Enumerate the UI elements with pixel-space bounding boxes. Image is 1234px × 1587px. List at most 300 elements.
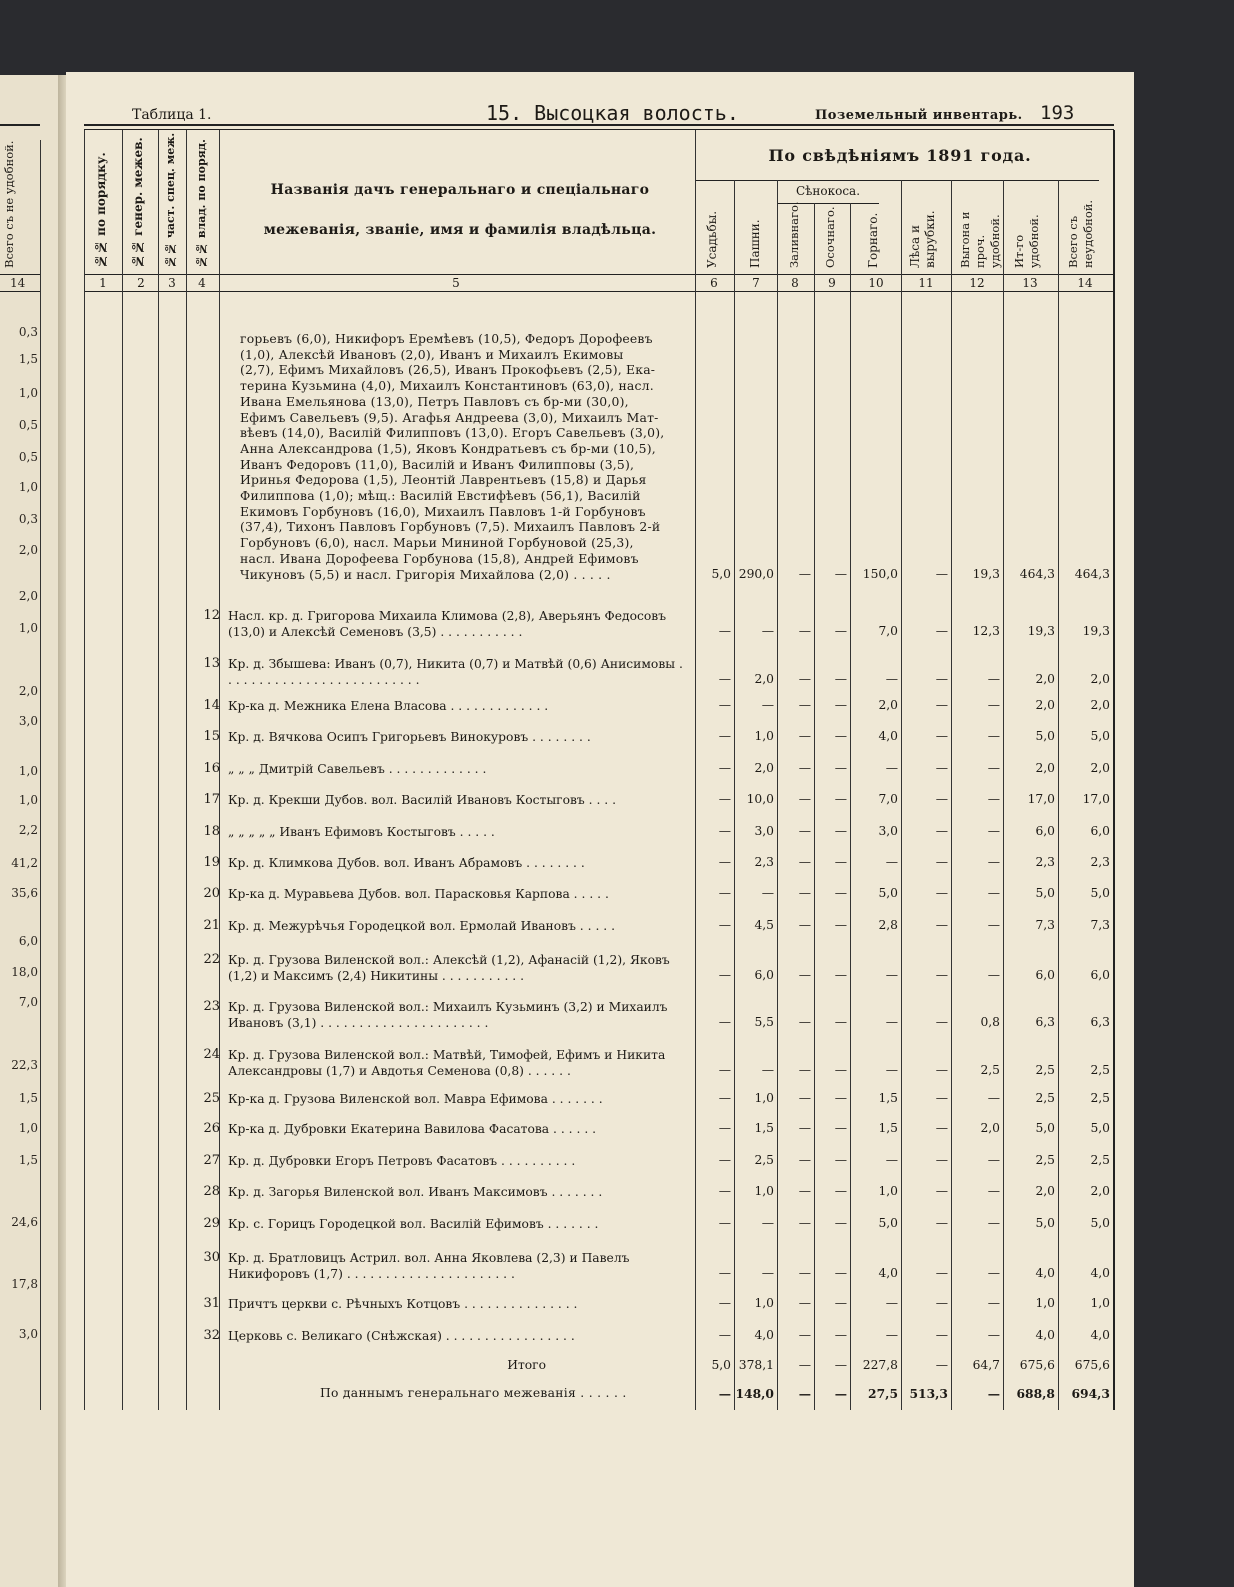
col-header-names: Названія дачъ генеральнаго и спеціальнаго межеванія, званіе, имя и фамилія владѣльца. — [263, 182, 657, 238]
row-value-cell: 17,0 — [1082, 792, 1110, 806]
col-number: 14 — [1077, 276, 1093, 290]
total-value-cell: 64,7 — [972, 1358, 1000, 1372]
row-value-cell: — — [761, 698, 774, 712]
left-page-value: 1,5 — [18, 352, 38, 366]
row-value-cell: 2,0 — [1090, 761, 1110, 775]
continued-value-cell: — — [834, 566, 847, 581]
row-value-cell: — — [834, 761, 847, 775]
left-page-value: 3,0 — [18, 714, 38, 728]
general-survey-label: По даннымъ генеральнаго межеванія . . . . . . — [320, 1386, 627, 1400]
row-value-cell: — — [885, 1015, 898, 1029]
row-value-cell: 2,5 — [1090, 1063, 1110, 1077]
row-value-cell: — — [834, 1328, 847, 1342]
row-owner-name: Кр. д. Дубровки Егоръ Петровъ Фасатовъ . . . . . . . . . . — [228, 1154, 576, 1168]
row-value-cell: — — [987, 1184, 1000, 1198]
paragraph-line: горьевъ (6,0), Никифоръ Еремѣевъ (10,5), Федоръ Дорофеевъ — [240, 331, 653, 346]
row-value-cell: — — [834, 1216, 847, 1230]
volost-title: 15. Высоцкая волость. — [486, 101, 739, 125]
row-owner-name: Кр. д. Климкова Дубов. вол. Иванъ Абрамовъ . . . . . . . . — [228, 856, 585, 870]
row-number: 17 — [203, 792, 220, 807]
row-value-cell: 17,0 — [1027, 792, 1055, 806]
row-value-cell: — — [935, 1121, 948, 1135]
row-value-cell: — — [798, 886, 811, 900]
row-value-cell: 7,0 — [878, 792, 898, 806]
col-header-order: №№ по порядку. — [94, 152, 108, 268]
row-value-cell: 4,0 — [1035, 1328, 1055, 1342]
row-value-cell: — — [718, 1216, 731, 1230]
row-value-cell: — — [935, 855, 948, 869]
row-value-cell: — — [935, 1296, 948, 1310]
left-page-value: 17,8 — [11, 1277, 38, 1291]
row-owner-name: Кр. д. Вячкова Осипъ Григорьевъ Винокуровъ . . . . . . . . — [228, 730, 591, 744]
row-value-cell: — — [935, 698, 948, 712]
col-number: 5 — [452, 276, 460, 290]
row-value-cell: — — [935, 761, 948, 775]
row-value-cell: — — [718, 1328, 731, 1342]
row-value-cell: — — [718, 672, 731, 686]
row-value-cell: — — [798, 968, 811, 982]
row-value-cell: — — [718, 698, 731, 712]
row-value-cell: — — [987, 729, 1000, 743]
page-number: 193 — [1040, 102, 1075, 124]
row-value-cell: 3,0 — [754, 824, 774, 838]
col-number: 6 — [710, 276, 718, 290]
row-value-cell: — — [718, 1296, 731, 1310]
row-number: 20 — [203, 886, 220, 901]
rule-top — [84, 124, 1114, 126]
row-owner-name: Кр. д. Загорья Виленской вол. Иванъ Максимовъ . . . . . . . — [228, 1185, 603, 1199]
left-page-value: 2,0 — [18, 684, 38, 698]
left-page-value: 2,0 — [18, 589, 38, 603]
row-value-cell: — — [987, 824, 1000, 838]
row-value-cell: — — [798, 729, 811, 743]
row-value-cell: — — [718, 918, 731, 932]
row-value-cell: 2,3 — [754, 855, 774, 869]
row-value-cell: 4,0 — [878, 729, 898, 743]
row-value-cell: — — [834, 1121, 847, 1135]
row-number: 21 — [203, 918, 220, 933]
col-header-subtotal — [1012, 188, 1052, 268]
row-value-cell: — — [798, 1121, 811, 1135]
row-value-cell: 5,0 — [878, 1216, 898, 1230]
row-value-cell: — — [834, 1063, 847, 1077]
row-value-cell: — — [987, 918, 1000, 932]
row-value-cell: — — [718, 1015, 731, 1029]
total-value-cell: 675,6 — [1019, 1358, 1055, 1372]
row-value-cell: — — [798, 624, 811, 638]
row-value-cell: 5,5 — [754, 1015, 774, 1029]
col-header-gen-survey: №№ генер. межев. — [131, 137, 145, 268]
row-value-cell: — — [834, 855, 847, 869]
row-value-cell: — — [718, 855, 731, 869]
row-value-cell: — — [935, 729, 948, 743]
col-header-pasture-text: Выгона и проч. удобной. — [958, 211, 1002, 268]
rule-top-2 — [84, 129, 1114, 130]
row-value-cell: 7,3 — [1035, 918, 1055, 932]
row-value-cell: — — [834, 918, 847, 932]
left-page-value: 0,5 — [18, 418, 38, 432]
row-value-cell: — — [798, 1296, 811, 1310]
col-header-sedge-hay: Осочнаго. — [823, 206, 837, 268]
row-value-cell: — — [885, 1328, 898, 1342]
row-value-cell: — — [718, 1266, 731, 1280]
row-value-cell: — — [834, 1153, 847, 1167]
row-value-cell: — — [834, 1091, 847, 1105]
col-number: 11 — [918, 276, 934, 290]
row-value-cell: — — [761, 1063, 774, 1077]
continued-value-cell: 5,0 — [711, 566, 731, 581]
col-header-flood-hay: Заливнаго. — [787, 201, 801, 268]
inventory-title: Поземельный инвентарь. — [815, 108, 1023, 123]
row-value-cell: 6,0 — [1090, 824, 1110, 838]
row-value-cell: 2,0 — [1035, 761, 1055, 775]
row-owner-name: Кр. д. Крекши Дубов. вол. Василій Ивановъ Костыговъ . . . . — [228, 793, 617, 807]
row-value-cell: 1,0 — [878, 1184, 898, 1198]
row-owner-name: Насл. кр. д. Григорова Михаила Климова (2,8), Аверьянъ Федосовъ (13,0) и Алексѣй Семеновъ (3,5) . . . . . . . . . . . — [228, 609, 667, 639]
row-value-cell: 2,0 — [1035, 1184, 1055, 1198]
row-owner-name: Церковь с. Великаго (Снѣжская) . . . . . . . . . . . . . . . . . — [228, 1329, 575, 1343]
col-number: 10 — [868, 276, 884, 290]
row-value-cell: 5,0 — [1090, 886, 1110, 900]
paragraph-line: насл. Ивана Дорофеева Горбунова (15,8), Андрей Ефимовъ — [240, 550, 639, 566]
col-header-spec-survey: №№ част. спец. меж. — [164, 132, 177, 268]
paragraph-line: Ивана Емельянова (13,0), Петръ Павловъ съ бр-ми (30,0), — [240, 393, 629, 409]
row-value-cell: — — [935, 1153, 948, 1167]
col-header-upland-hay: Горнаго. — [866, 212, 880, 268]
row-value-cell: 2,5 — [1035, 1063, 1055, 1077]
row-value-cell: — — [718, 968, 731, 982]
paragraph-line: (37,4), Тихонъ Павловъ Горбуновъ (7,5). Михаилъ Павловъ 2-й — [240, 519, 661, 535]
row-value-cell: — — [834, 1015, 847, 1029]
row-value-cell: 2,5 — [1090, 1153, 1110, 1167]
col-header-group-1891: По свѣдѣніямъ 1891 года. — [768, 146, 1032, 165]
left-page-rule-nums — [0, 274, 40, 275]
row-value-cell: — — [798, 1015, 811, 1029]
col-header-arable: Пашни. — [748, 219, 762, 268]
row-owner-name: Причтъ церкви с. Рѣчныхъ Котцовъ . . . . . . . . . . . . . . . — [228, 1297, 578, 1311]
general-survey-value-cell: 513,3 — [909, 1386, 948, 1401]
row-value-cell: 6,0 — [1090, 968, 1110, 982]
row-value-cell: 6,0 — [1035, 824, 1055, 838]
row-number: 32 — [203, 1328, 220, 1343]
col-header-estate: Усадьбы. — [705, 210, 719, 268]
left-page-value: 2,2 — [18, 823, 38, 837]
row-value-cell: — — [885, 968, 898, 982]
left-page-value: 7,0 — [18, 995, 38, 1009]
left-page-value: 3,0 — [18, 1327, 38, 1341]
row-value-cell: 1,5 — [754, 1121, 774, 1135]
col-number: 3 — [168, 276, 176, 290]
row-value-cell: 6,3 — [1035, 1015, 1055, 1029]
row-value-cell: — — [834, 1296, 847, 1310]
row-value-cell: 5,0 — [1035, 886, 1055, 900]
vline-outer-left — [84, 130, 85, 1410]
row-value-cell: — — [935, 1063, 948, 1077]
continued-value-cell: 150,0 — [862, 566, 898, 581]
general-survey-value-cell: 694,3 — [1071, 1386, 1110, 1401]
continued-value-cell: 19,3 — [972, 566, 1000, 581]
row-value-cell: 2,0 — [754, 672, 774, 686]
row-value-cell: — — [987, 792, 1000, 806]
left-page-value: 41,2 — [11, 856, 38, 870]
col-header-hay: Сѣнокоса. — [795, 184, 861, 198]
row-number: 24 — [203, 1047, 220, 1062]
row-value-cell: — — [935, 886, 948, 900]
col-number: 9 — [828, 276, 836, 290]
continued-value-cell: — — [935, 566, 948, 581]
row-value-cell: — — [987, 1153, 1000, 1167]
row-value-cell: — — [987, 968, 1000, 982]
row-owner-name: Кр. д. Грузова Виленской вол.: Матвѣй, Тимофей, Ефимъ и Никита Александровы (1,7) и Авдотья Семенова (0,8) . . . . . . — [228, 1048, 666, 1078]
row-value-cell: 19,3 — [1027, 624, 1055, 638]
row-value-cell: — — [798, 792, 811, 806]
left-page-value: 1,0 — [18, 793, 38, 807]
row-value-cell: — — [935, 1015, 948, 1029]
row-value-cell: — — [798, 1328, 811, 1342]
row-owner-name: Кр. с. Горицъ Городецкой вол. Василій Ефимовъ . . . . . . . — [228, 1217, 599, 1231]
row-number: 15 — [203, 729, 220, 744]
row-value-cell: 7,0 — [878, 624, 898, 638]
row-value-cell: 1,5 — [878, 1121, 898, 1135]
row-value-cell: — — [718, 624, 731, 638]
col-header-total-text: Всего съ неудобной. — [1066, 199, 1095, 268]
left-page-value: 18,0 — [11, 965, 38, 979]
row-value-cell: 10,0 — [746, 792, 774, 806]
table-label: Таблица 1. — [132, 107, 212, 123]
row-number: 26 — [203, 1121, 220, 1136]
left-page-value: 1,5 — [18, 1091, 38, 1105]
total-value-cell: 378,1 — [738, 1358, 774, 1372]
row-number: 12 — [203, 608, 220, 623]
row-value-cell: 1,0 — [754, 729, 774, 743]
col-number: 1 — [99, 276, 107, 290]
paragraph-line: вѣевъ (14,0), Василій Филипповъ (13,0). Егоръ Савельевъ (3,0), — [240, 425, 665, 441]
row-value-cell: — — [798, 1091, 811, 1105]
row-value-cell: — — [798, 761, 811, 775]
rule-colnums — [84, 274, 1114, 275]
row-owner-name: Кр. д. Збышева: Иванъ (0,7), Никита (0,7) и Матвѣй (0,6) Анисимовы . . . . . . . . . . . . . . . . . . . . . . . . . . — [228, 657, 683, 687]
row-value-cell: — — [987, 886, 1000, 900]
row-value-cell: 6,0 — [754, 968, 774, 982]
row-number: 14 — [203, 698, 220, 713]
row-value-cell: — — [761, 1266, 774, 1280]
col-header-pasture — [958, 188, 1002, 268]
row-value-cell: 5,0 — [1035, 1216, 1055, 1230]
row-number: 19 — [203, 855, 220, 870]
col-number: 2 — [137, 276, 145, 290]
left-page-value: 35,6 — [11, 886, 38, 900]
row-value-cell: — — [798, 824, 811, 838]
row-value-cell: 2,0 — [1090, 698, 1110, 712]
row-value-cell: — — [761, 1216, 774, 1230]
row-number: 23 — [203, 999, 220, 1014]
row-value-cell: 5,0 — [1035, 1121, 1055, 1135]
total-value-cell: — — [834, 1358, 847, 1372]
paragraph-line: Анна Александрова (1,5), Яковъ Кондратьевъ съ бр-ми (10,5), — [240, 440, 656, 456]
total-value-cell: — — [798, 1358, 811, 1372]
vline-outer-right — [1113, 130, 1115, 1410]
vline-c12 — [1003, 180, 1004, 1410]
total-value-cell: 675,6 — [1074, 1358, 1110, 1372]
paragraph-line: Екимовъ Горбуновъ (16,0), Михаилъ Павловъ 1-й Горбуновъ — [240, 503, 646, 519]
vline-c13 — [1058, 180, 1059, 1410]
row-value-cell: 4,0 — [754, 1328, 774, 1342]
row-value-cell: 5,0 — [1090, 1121, 1110, 1135]
row-value-cell: 2,5 — [754, 1153, 774, 1167]
row-value-cell: — — [885, 1063, 898, 1077]
row-value-cell: — — [718, 1091, 731, 1105]
col-number: 4 — [198, 276, 206, 290]
left-page-value: 0,5 — [18, 450, 38, 464]
row-value-cell: 1,0 — [754, 1296, 774, 1310]
paragraph-line: Ефимъ Савельевъ (9,5). Агафья Андреева (3,0), Михаилъ Мат- — [240, 409, 659, 425]
row-value-cell: 5,0 — [1035, 729, 1055, 743]
row-owner-name: Кр. д. Грузова Виленской вол.: Михаилъ Кузьминъ (3,2) и Михаилъ Ивановъ (3,1) . . . . . . . . . . . . . . . . . . . . . . — [228, 1000, 668, 1030]
general-survey-value-cell: — — [798, 1386, 811, 1401]
paragraph-line: терина Кузьмина (4,0), Михаилъ Константиновъ (63,0), насл. — [240, 378, 654, 394]
col-header-forest — [908, 188, 948, 268]
row-number: 25 — [203, 1091, 220, 1106]
paragraph-line: Иринья Федорова (1,5), Леонтій Лаврентьевъ (15,8) и Дарья — [240, 472, 647, 488]
general-survey-value-cell: 27,5 — [868, 1386, 898, 1401]
total-value-cell: 227,8 — [862, 1358, 898, 1372]
row-value-cell: — — [935, 672, 948, 686]
col-header-total — [1066, 188, 1106, 268]
col-header-forest-text: Лѣса и вырубки. — [908, 210, 937, 268]
row-value-cell: 2,0 — [1035, 672, 1055, 686]
row-number: 27 — [203, 1153, 220, 1168]
row-value-cell: — — [718, 1063, 731, 1077]
row-value-cell: 4,5 — [754, 918, 774, 932]
paragraph-line: Иванъ Федоровъ (11,0), Василій и Иванъ Филипповы (3,5), — [240, 456, 635, 472]
row-value-cell: — — [935, 1328, 948, 1342]
left-page-rule-top — [0, 124, 40, 126]
row-value-cell: 2,0 — [878, 698, 898, 712]
row-owner-name: Кр-ка д. Дубровки Екатерина Вавилова Фасатова . . . . . . — [228, 1122, 597, 1136]
left-page-rule-nums-2 — [0, 291, 40, 292]
row-owner-name: „ „ „ „ „ Иванъ Ефимовъ Костыговъ . . . . . — [228, 825, 495, 839]
row-value-cell: — — [718, 761, 731, 775]
row-value-cell: — — [798, 1063, 811, 1077]
row-value-cell: 5,0 — [1090, 1216, 1110, 1230]
row-owner-name: Кр. д. Братловицъ Астрил. вол. Анна Яковлева (2,3) и Павелъ Никифоровъ (1,7) . . . . . . . . . . . . . . . . . . . . . . — [228, 1251, 630, 1281]
row-value-cell: 1,5 — [878, 1091, 898, 1105]
left-col-header: Всего съ не удобной. — [2, 140, 16, 268]
row-value-cell: — — [798, 1216, 811, 1230]
row-value-cell: — — [987, 1216, 1000, 1230]
row-owner-name: Кр-ка д. Муравьева Дубов. вол. Парасковья Карпова . . . . . — [228, 887, 609, 901]
row-value-cell: 2,8 — [878, 918, 898, 932]
row-owner-name: Кр. д. Межурѣчья Городецкой вол. Ермолай Ивановъ . . . . . — [228, 919, 615, 933]
row-value-cell: — — [718, 1184, 731, 1198]
col-number: 13 — [1022, 276, 1038, 290]
left-page-value: 1,0 — [18, 621, 38, 635]
row-value-cell: 2,5 — [1035, 1091, 1055, 1105]
continued-value-cell: 290,0 — [738, 566, 774, 581]
row-value-cell: — — [935, 1216, 948, 1230]
general-survey-value-cell: 148,0 — [735, 1386, 774, 1401]
row-value-cell: 19,3 — [1082, 624, 1110, 638]
row-value-cell: — — [834, 729, 847, 743]
left-page-value: 22,3 — [11, 1058, 38, 1072]
row-value-cell: — — [935, 1266, 948, 1280]
row-value-cell: 2,0 — [980, 1121, 1000, 1135]
row-value-cell: 5,0 — [1090, 729, 1110, 743]
row-number: 28 — [203, 1184, 220, 1199]
row-value-cell: — — [798, 672, 811, 686]
row-value-cell: — — [935, 1091, 948, 1105]
left-col-number: 14 — [10, 276, 26, 290]
vline-c2 — [158, 130, 159, 1410]
total-value-cell: 5,0 — [711, 1358, 731, 1372]
row-value-cell: 4,0 — [1035, 1266, 1055, 1280]
vline-c1 — [122, 130, 123, 1410]
row-value-cell: — — [761, 886, 774, 900]
general-survey-value-cell: — — [834, 1386, 847, 1401]
row-value-cell: 2,5 — [1090, 1091, 1110, 1105]
row-value-cell: — — [798, 1153, 811, 1167]
left-page-value: 1,0 — [18, 1121, 38, 1135]
row-value-cell: 2,0 — [1090, 1184, 1110, 1198]
paragraph-line: (2,7), Ефимъ Михайловъ (26,5), Иванъ Прокофьевъ (2,5), Ека- — [240, 362, 656, 378]
general-survey-value-cell: — — [718, 1386, 731, 1401]
row-value-cell: — — [935, 792, 948, 806]
row-value-cell: — — [834, 1266, 847, 1280]
row-number: 30 — [203, 1250, 220, 1265]
row-value-cell: — — [885, 1296, 898, 1310]
row-value-cell: — — [718, 1121, 731, 1135]
row-owner-name: Кр-ка д. Грузова Виленской вол. Мавра Ефимова . . . . . . . — [228, 1092, 603, 1106]
row-value-cell: — — [834, 792, 847, 806]
continued-value-cell: 464,3 — [1074, 566, 1110, 581]
row-value-cell: — — [834, 968, 847, 982]
row-number: 22 — [203, 952, 220, 967]
row-value-cell: — — [798, 1266, 811, 1280]
left-page-value: 1,5 — [18, 1153, 38, 1167]
col-header-subtotal-text: Ит-го удобной. — [1012, 214, 1041, 268]
row-value-cell: — — [935, 624, 948, 638]
row-value-cell: — — [987, 761, 1000, 775]
row-value-cell: — — [718, 1153, 731, 1167]
row-value-cell: — — [935, 1184, 948, 1198]
col-number: 12 — [969, 276, 985, 290]
row-value-cell: 2,5 — [1035, 1153, 1055, 1167]
row-value-cell: 2,0 — [754, 761, 774, 775]
row-value-cell: — — [718, 729, 731, 743]
left-page-value: 1,0 — [18, 480, 38, 494]
row-value-cell: — — [798, 918, 811, 932]
row-value-cell: — — [987, 698, 1000, 712]
row-value-cell: — — [987, 855, 1000, 869]
row-value-cell: 4,0 — [878, 1266, 898, 1280]
row-value-cell: 4,0 — [1090, 1266, 1110, 1280]
row-value-cell: — — [718, 824, 731, 838]
row-owner-name: Кр-ка д. Межника Елена Власова . . . . . . . . . . . . . — [228, 699, 549, 713]
row-value-cell: — — [834, 824, 847, 838]
row-value-cell: — — [987, 1296, 1000, 1310]
rule-group — [695, 180, 1099, 181]
left-page-rule — [40, 140, 41, 1410]
row-value-cell: 5,0 — [878, 886, 898, 900]
row-number: 31 — [203, 1296, 220, 1311]
row-value-cell: 0,8 — [980, 1015, 1000, 1029]
row-value-cell: — — [885, 1153, 898, 1167]
left-page-value: 1,0 — [18, 764, 38, 778]
row-value-cell: — — [798, 698, 811, 712]
continued-value-cell: — — [798, 566, 811, 581]
total-label: Итого — [507, 1358, 546, 1372]
rule-colnums-2 — [84, 291, 1114, 292]
